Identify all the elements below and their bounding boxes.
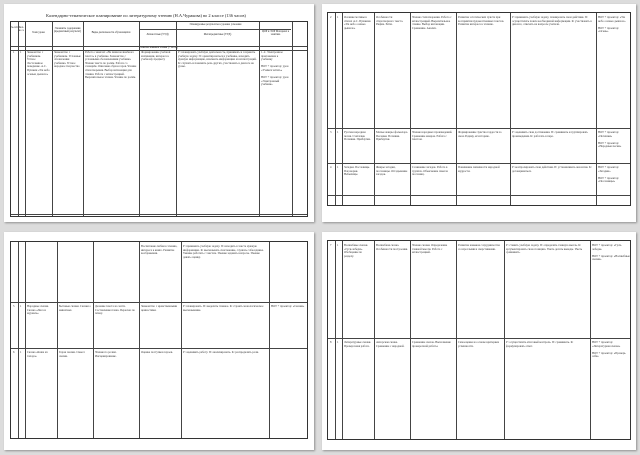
row-meta: Р: контролировать свои действия. П: устанавливать аналогии. К: договариваться. (512, 165, 592, 173)
row-num: 4 (330, 165, 332, 169)
row-elements: Авторская сказка. Сравнение с народной. (376, 340, 405, 348)
header-topic: Тема урока (32, 31, 45, 34)
row-hours: 1 (20, 304, 22, 308)
row-activities: Чтение по ролям. Инсценирование. (95, 350, 117, 358)
row-meta: Р: оценивать свои достижения. П: сравнивать и группировать произведения. К: работать в паре. (512, 130, 588, 138)
row-elements: Знакомство с учебником. Условные обозначения учебника. Устное народное творчество (54, 50, 81, 69)
schedule-table-page-4 (327, 240, 631, 440)
row-hours: 1 (337, 243, 339, 247)
row-meta: Р: принимать учебную задачу. П: находить в тексте нужную информацию. К: высказывать своё мнение, слушать собеседника. Умение работать с текстом. Умение задавать вопросы. Умение давать оценку. (183, 244, 264, 259)
row-personal: Самооценка на основе критериев успешности. (458, 340, 499, 348)
row-topic: Знакомство с учебником. Устное Ласточкиное поведение. А.С. Пушкин «Уж небо осенью дышало» (27, 50, 50, 76)
row-meta: Р: оценивать работу. П: анализировать. К: распределять роли. (183, 350, 259, 354)
section-heading: Развитие навыков чтения (7 часов) (139, 46, 178, 49)
row-personal: Развитие эстетических чувств при восприятии художественных текстов. Развитие интереса к чтению. (458, 15, 505, 27)
row-personal: Развитие навыков сотрудничества со взрослыми и сверстниками. (458, 243, 500, 251)
page-title: Календарно-тематическое планирование по литературному чтению (Н.А.Чуракова) во 2 классе (136 часов) (46, 13, 246, 18)
row-personal: Формирование чувства гордости за свою Родину, её историю. (458, 130, 502, 138)
row-activities: Работа с книгой: «Не пиши волшебного текста» в учебнике. Знакомство с условными обозначениями учебника. Чтение текста по ролям. Работа со словарём. Описание образа героя. Чтение стихотворения. Выбор интонации для чтения. Работа с иллюстрацией. Выразительное чтение. Чтение по ролям. (85, 50, 137, 80)
header-ict: ЦОР и ЭОР Материал к занятию (261, 30, 290, 37)
row-hours: 1 (20, 350, 22, 354)
row-topic: Народные сказки. Сказка «Лиса и журавль» (27, 304, 49, 316)
document-page-3 (4, 232, 314, 450)
row-personal: Понимание значимости народной мудрости. (458, 165, 500, 173)
row-ict: НОТ + проектор: «Литературная сказка» НОТ + проектор: «Проверь себя» (592, 340, 626, 359)
row-activities: Чтение народных произведений. Сравнение жанров. Работа с текстом. (412, 130, 453, 142)
row-topic: Загадки. Пословицы. Поговорки. Небылицы. (344, 165, 370, 177)
row-topic: Волшебные сказки. «Гуси-лебеди». Обобщение по разделу. (344, 243, 368, 258)
row-num: 3 (330, 130, 332, 134)
row-ict: НОТ + проектор: «Сказки» (271, 304, 305, 308)
row-activities: Чтение сказки. Определение главной мысли. Работа с иллюстрацией. (412, 243, 448, 255)
row-personal: Формирование учебной мотивации, интереса к учебному предмету (141, 50, 171, 62)
header-elements: Элементы содержания (предметный результат) (53, 27, 82, 34)
row-meta: Р: планировать. П: выделять главное. К: строить монологическое высказывание. (183, 304, 264, 312)
row-meta: Р: принимать учебную задачу, планировать свои действия. П: осуществлять поиск необходимой информации. К: участвовать в диалоге, отвечать на вопросы учителя. (512, 15, 592, 27)
row-num: 5 (13, 304, 15, 308)
row-ict: НОТ + проектор: «Гуси-лебеди» НОТ + проектор: «Волшебные сказки» (592, 243, 630, 262)
row-meta: Р: ставить учебную задачу. П: определять главную мысль. К: аргументировать свою позицию. Уметь делать выводы. Уметь сравнивать. (506, 243, 583, 255)
row-ict: НОТ + проектор: «Загадки» НОТ + проектор: «Пословицы» (598, 165, 620, 184)
row-activities: Чтение стихотворения. Работа с иллюстрацией. Выразительное чтение. Выбор интонации. Сравнение. Анализ. (412, 15, 452, 30)
row-elements: Герои сказки. Смысл сказки. (59, 350, 85, 358)
header-meta: Метапредметные (УУД) (203, 33, 232, 36)
header-activities: Виды деятельности обучающихся (91, 31, 131, 34)
document-page-2 (322, 4, 636, 222)
header-num: № п/п (11, 26, 18, 29)
row-ict: 1–2. Электронное приложение к учебнику НОТ + проектор: урок «Учимся читать» НОТ + проектор: урок «Электронный учебник» (261, 50, 289, 87)
row-topic: Русская народная песня. Считалки. Потешки. Прибаутки. (344, 130, 371, 142)
row-num: 2 (330, 15, 332, 19)
document-page-4 (322, 232, 636, 450)
row-hours: 1 (337, 15, 339, 19)
header-planned: Планируемые результаты к уровню усвоения (189, 23, 242, 26)
row-elements: Особенности стихотворного текста. Рифма. Ритм. (376, 15, 404, 27)
row-elements: Малые жанры фольклора. Песенки. Потешки. Прибаутки. (376, 130, 408, 142)
row-elements: Волшебная сказка. Особенности построения. (376, 243, 408, 251)
row-ict: НОТ + проектор: «Потешки» НОТ + проектор: «Народные песни» (598, 130, 622, 149)
row-meta: Р: планировать учебную деятельность, принимать и сохранять учебную задачу. П: ориентироваться в учебнике, находить нужную информацию, извлекать информацию из иллюстраций. К: слушать и понимать речь других, участвовать в диалоге на уроке. (178, 50, 257, 69)
row-personal: Воспитание любви к чтению, интереса к книге. Развитие воображения. (141, 244, 178, 256)
header-hours: Кол-во ч. (18, 26, 25, 33)
schedule-table-page-1 (10, 21, 308, 217)
schedule-table-page-3 (10, 241, 308, 439)
row-hours: 1 (337, 165, 339, 169)
row-activities: Деление текста на части. Составление плана. Пересказ по плану. (95, 304, 135, 316)
row-hours: 1 (20, 50, 22, 54)
row-activities: Сочинение загадок. Работа в группах. Объяснение смысла пословиц. (412, 165, 448, 177)
row-personal: Оценка поступков героев. (141, 350, 173, 354)
row-num: 7 (330, 243, 332, 247)
row-hours: 1 (337, 130, 339, 134)
row-num: 6 (13, 350, 15, 354)
row-hours: 1 (337, 340, 339, 344)
row-topic: Литературные сказки. Проверочная работа. (344, 340, 372, 348)
row-num: 8 (330, 340, 332, 344)
row-activities: Сравнение сказок. Выполнение проверочной работы. (412, 340, 451, 348)
schedule-table-page-2 (327, 12, 631, 206)
row-ict: НОТ + проектор: «Уж небо осенью дышало» НОТ + проектор: «Осень» (598, 15, 626, 34)
row-topic: Осенние мотивы в стихах А.С. Пушкина «Уж небо осенью дышало» (344, 15, 371, 30)
row-personal: Знакомство с нравственными ценностями. (141, 304, 178, 312)
document-page-1 (4, 4, 314, 222)
row-elements: Бытовые сказки. Сказки о животных. (59, 304, 91, 312)
row-elements: Жанры загадки, пословицы. Отгадывание загадок. (376, 165, 408, 177)
row-topic: Сказка «Каша из топора» (27, 350, 48, 358)
row-meta: Р: осуществлять итоговый контроль. П: сравнивать. К: формулировать ответ. (506, 340, 574, 348)
row-num: 1 (13, 50, 15, 54)
header-personal: Личностные (УУД) (146, 33, 169, 36)
